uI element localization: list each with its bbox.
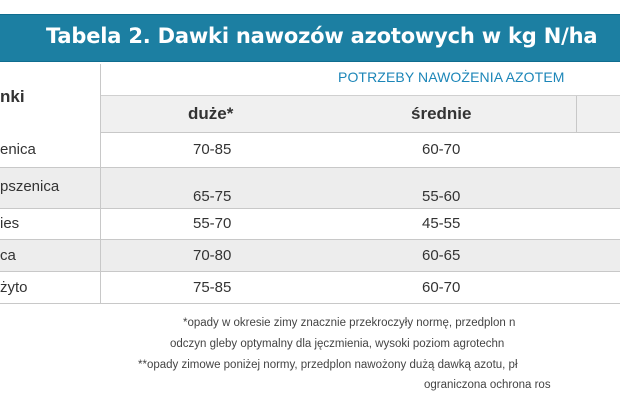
row-label: enica [0, 141, 36, 158]
cell-duze: 55-70 [193, 215, 232, 232]
footnote-line: odczyn gleby optymalny dla jęczmienia, wysoki poziom agrotechn [170, 338, 505, 350]
cell-duze: 65-75 [193, 188, 232, 205]
cell-duze: 75-85 [193, 279, 232, 296]
table-row [0, 272, 620, 304]
group-header-label: POTRZEBY NAWOŻENIA AZOTEM [338, 69, 565, 85]
column-header-duze: duże* [188, 104, 234, 123]
footnote-line: **opady zimowe poniżej normy, przedplon nawożony dużą dawką azotu, pł [138, 359, 518, 371]
cell-srednie: 60-70 [422, 279, 461, 296]
cell-srednie: 55-60 [422, 188, 461, 205]
column-header-row [100, 96, 620, 133]
table-row [0, 209, 620, 240]
cell-duze: 70-85 [193, 141, 232, 158]
column-divider [576, 96, 577, 132]
table-row [0, 132, 620, 168]
cell-srednie: 45-55 [422, 215, 461, 232]
table-title-bar [0, 14, 620, 62]
row-label: pszenica [0, 178, 60, 195]
row-label: ies [0, 215, 20, 232]
footnotes [0, 314, 620, 413]
row-label: żyto [0, 279, 28, 296]
footnote-line: *opady w okresie zimy znacznie przekroczyły normę, przedplon n [183, 317, 516, 329]
cell-duze: 70-80 [193, 247, 232, 264]
table-title: Tabela 2. Dawki nawozów azotowych w kg N/ha [46, 24, 598, 48]
group-header [100, 64, 620, 92]
label-column-divider [100, 64, 101, 304]
table-row [0, 168, 620, 209]
table-row [0, 240, 620, 272]
footnote-line: ograniczona ochrona ros [424, 379, 551, 391]
cell-srednie: 60-65 [422, 247, 461, 264]
cell-srednie: 60-70 [422, 141, 461, 158]
row-label: ca [0, 247, 16, 264]
corner-label: nki [0, 87, 25, 106]
column-header-srednie: średnie [411, 104, 472, 123]
